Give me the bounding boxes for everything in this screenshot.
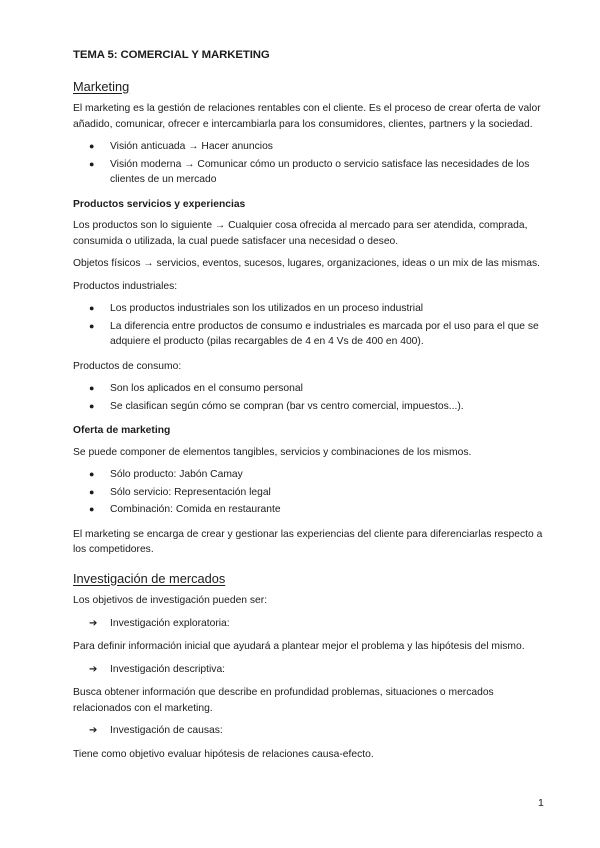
paragraph: Busca obtener información que describe en profundidad problemas, situaciones o mercados relacionados con el marketing. [73,687,494,714]
bullet-icon: ● [89,469,95,479]
arrow-icon: ➔ [89,663,98,675]
paragraph: El marketing es la gestión de relaciones rentables con el cliente. Es el proceso de crear oferta de valor añadido, comunicar, ofrecer e intercambiarla para los consumidores, clientes, partners y la sociedad. [73,103,541,130]
bullet-icon: ● [89,486,95,497]
list-item: ● Son los aplicados en el consumo personal [73,381,543,397]
subheading-productos: Productos servicios y experiencias [73,198,246,210]
list-item: ● Visión moderna → Comunicar cómo un producto o servicio satisface las necesidades de los clientes de un mercado [89,158,530,185]
page-number: 1 [538,797,544,809]
bullet-icon: ● [89,158,95,169]
document-title: TEMA 5: COMERCIAL Y MARKETING [73,49,270,61]
section-heading-investigacion: Investigación de mercados [73,570,226,586]
list-item: ● Sólo servicio: Representación legal [73,485,543,501]
subheading-oferta: Oferta de marketing [73,425,171,436]
list-item: ➔ Investigación de causas: [73,723,543,739]
bullet-icon: ● [89,141,95,151]
list-item: ● Sólo producto: Jabón Camay [73,467,543,483]
list-item: ● Visión anticuada → Hacer anuncios [73,139,543,155]
bullet-list [73,467,543,518]
list-item: ● Combinación: Comida en restaurante [73,502,543,518]
paragraph: El marketing se encarga de crear y gestionar las experiencias del cliente para diferenciarlas respecto a los competidores. [73,528,543,555]
bullet-list [73,301,543,350]
list-item: ● Se clasifican según cómo se compran (bar vs centro comercial, impuestos...). [73,399,543,415]
arrow-icon: ➔ [89,725,98,736]
paragraph: Productos de consumo: [73,360,182,372]
bullet-icon: ● [89,320,95,331]
bullet-icon: ● [89,303,95,313]
bullet-icon: ● [89,400,95,411]
bullet-icon: ● [89,504,95,514]
list-item: ➔ Investigación exploratoria: [73,616,543,632]
arrow-list [73,616,543,632]
bullet-list [73,381,543,414]
list-item: ● La diferencia entre productos de consumo e industriales es marcada por el uso para el que se adquiere el producto (pilas recargables de 4 en 4 Vs de 400 en 400). [89,320,539,347]
bullet-list [73,139,543,188]
arrow-icon: ➔ [89,617,98,629]
paragraph: Se puede componer de elementos tangibles, servicios y combinaciones de los mismos. [73,446,472,458]
paragraph: Los productos son lo siguiente → Cualquier cosa ofrecida al mercado para ser atendida, comprada, consumida o utilizada, la cual puede satisfacer una necesidad o deseo. [73,220,528,247]
document-page [73,48,543,769]
paragraph: Para definir información inicial que ayudará a plantear mejor el problema y las hipótesis del mismo. [73,641,525,652]
paragraph: Productos industriales: [73,280,178,292]
bullet-icon: ● [89,383,95,393]
arrow-list [73,662,543,678]
arrow-list [73,723,543,739]
section-heading-marketing: Marketing [73,78,130,94]
list-item: ● Los productos industriales son los utilizados en un proceso industrial [73,301,543,317]
paragraph: Tiene como objetivo evaluar hipótesis de relaciones causa-efecto. [73,748,374,760]
list-item: ➔ Investigación descriptiva: [73,662,543,678]
paragraph: Objetos físicos → servicios, eventos, sucesos, lugares, organizaciones, ideas o un mix de las mismas. [73,258,540,269]
paragraph: Los objetivos de investigación pueden ser: [73,595,268,606]
